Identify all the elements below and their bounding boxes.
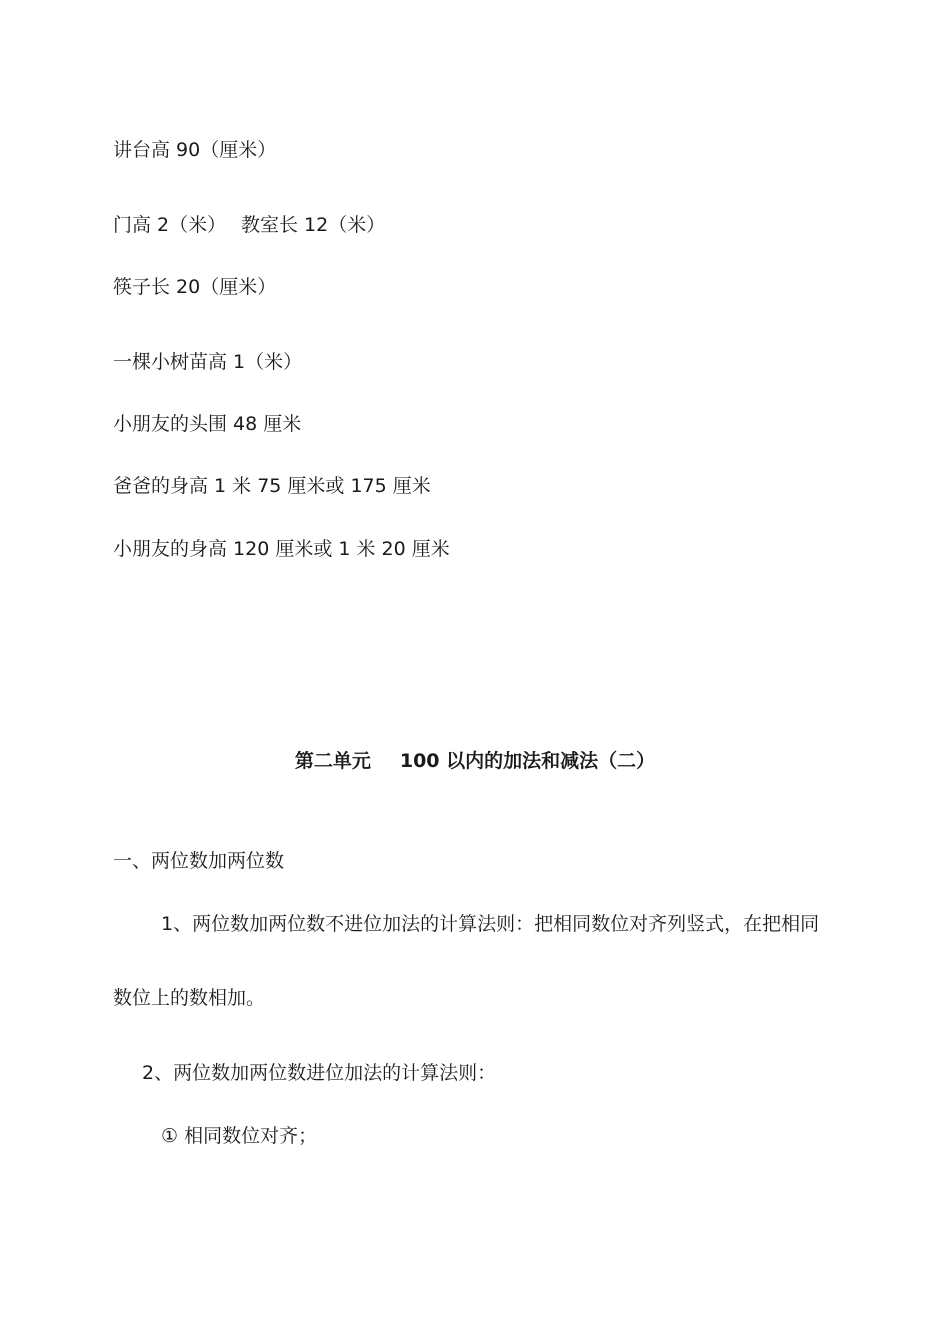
measurement-sapling-height: 一棵小树苗高 1（米） bbox=[113, 351, 303, 373]
measurement-podium-height: 讲台高 90（厘米） bbox=[113, 139, 277, 161]
measurement-father-height: 爸爸的身高 1 米 75 厘米或 175 厘米 bbox=[113, 475, 431, 497]
rule-2: 2、两位数加两位数进位加法的计算法则： bbox=[142, 1062, 497, 1084]
unit-heading bbox=[0, 748, 950, 774]
rule-1-line-2: 数位上的数相加。 bbox=[113, 987, 266, 1009]
unit-number: 第二单元 bbox=[294, 750, 371, 772]
rule-1-line-1: 1、两位数加两位数不进位加法的计算法则：把相同数位对齐列竖式，在把相同 bbox=[161, 913, 820, 935]
unit-title: 100 以内的加法和减法（二） bbox=[399, 750, 656, 772]
measurement-child-height: 小朋友的身高 120 厘米或 1 米 20 厘米 bbox=[113, 538, 450, 560]
measurement-classroom-length: 教室长 12（米） bbox=[241, 214, 386, 236]
rule-2-step-1: ① 相同数位对齐； bbox=[161, 1125, 318, 1147]
measurement-door-height: 门高 2（米） bbox=[113, 214, 227, 236]
measurement-chopsticks-length: 筷子长 20（厘米） bbox=[113, 276, 277, 298]
section-title: 一、两位数加两位数 bbox=[113, 850, 285, 872]
measurement-child-head-circumference: 小朋友的头围 48 厘米 bbox=[113, 413, 302, 435]
